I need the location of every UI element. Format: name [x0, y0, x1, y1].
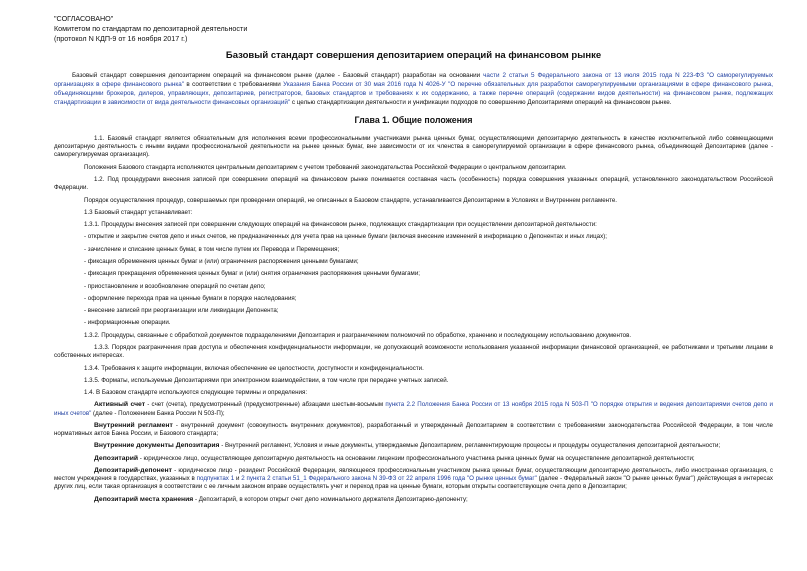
intro-text-2: в соответствии с требованиями	[183, 81, 284, 88]
definition-text: - счет (счета), предусмотренный (предусмотренные) абзацами шестым-восьмым	[145, 401, 386, 409]
clause-1-3-1: 1.3.1. Процедуры внесения записей при совершении следующих операций на финансовом рынке, подлежащих стандартизации при осуществлении депозитарной деятельности:	[84, 221, 597, 229]
definition-active-account	[54, 401, 773, 417]
term-internal-documents: Внутренние документы Депозитария	[94, 442, 220, 450]
chapter-content	[54, 135, 773, 504]
definition-custody-depository	[54, 496, 773, 504]
list-item: - открытие и закрытие счетов депо и иных счетов, не предназначенных для учета прав на ценные бумаги (включая внесение изменений в информацию о Депонентах и иных лицах);	[84, 233, 607, 241]
intro-text-1: Базовый стандарт совершения депозитарием операций на финансовом рынке (далее - Базовый стандарт) разработан на основании	[72, 72, 484, 79]
definition-text: - юридическое лицо, осуществляющее депозитарную деятельность на основании лицензии профессионального участника рынка ценных бумаг на осуществление депозитарной деятельности;	[138, 454, 695, 462]
approval-heading: "СОГЛАСОВАНО"	[54, 14, 114, 23]
definition-internal-regulation	[54, 422, 773, 438]
law-223-link[interactable]: части 2 статьи 5 Федерального закона от 13 июля 2015 года N 223-ФЗ "О саморегулируемых организациях в сфере финансового рынка"	[54, 72, 773, 88]
list-item: - приостановление и возобновление операций по счетам депо;	[84, 282, 266, 290]
definition-text: (далее - Федеральный закон "О рынке ценных бумаг") действующая в интересах других лиц, если такая организация в соответствии с ее личным законом вправе осуществлять учет и переход прав на ценные бумаги, которым открыты соответствующие счета депо в Депозитарии;	[54, 475, 773, 491]
list-item: - фиксация обременения ценных бумаг и (или) ограничения распоряжения ценными бумагами;	[84, 257, 359, 265]
clause-1-3-4: 1.3.4. Требования к защите информации, включая обеспечение ее целостности, доступности и конфиденциальности.	[84, 364, 424, 372]
clause-1-3-3: 1.3.3. Порядок разграничения прав доступа и обеспечения конфиденциальности информации, не допускающий возможности использования указанной информации финансовой организацией, ее работниками и третьими лицами в собственных интересах.	[54, 344, 773, 360]
definition-text: - Внутренний регламент, Условия и иные документы, утверждаемые Депозитарием, регламентирующие процессы и процедуры осуществления депозитарной деятельности;	[219, 442, 721, 450]
list-item: - оформление перехода прав на ценные бумаги в порядке наследования;	[84, 294, 297, 302]
approval-block	[54, 14, 773, 44]
intro-text-3: с целью стандартизации деятельности и унификации подходов по совершению Депозитариями операций на финансовом рынке.	[290, 99, 672, 106]
approval-committee: Комитетом по стандартам по депозитарной деятельности	[54, 24, 248, 33]
directive-4026-link[interactable]: Указания Банка России от 30 мая 2016 года N 4026-У "О перечне обязательных для разработки саморегулируемыми организациями в сфере финансового рынка, объединяющими брокеров, дилеров, управляющих, депозитариев, регистраторов, базовых стандартов и требованиях к их содержанию, а также перечне операций (содержании видов деятельности) на финансовом рынке, подлежащих стандартизации в зависимости от вида деятельности финансовых организаций"	[54, 81, 773, 106]
clause-1-4: 1.4. В Базовом стандарте используются следующие термины и определения:	[84, 389, 308, 397]
definition-text: и	[234, 475, 242, 483]
term-active-account: Активный счет	[94, 401, 146, 409]
document-title: Базовый стандарт совершения депозитарием операций на финансовом рынке	[225, 50, 602, 61]
term-depository-depositor: Депозитарий-депонент	[94, 467, 172, 475]
chapter-heading: Глава 1. Общие положения	[354, 115, 473, 125]
definition-text: - Депозитарий, в котором открыт счет депо номинального держателя Депозитарию-депоненту;	[193, 495, 468, 503]
list-item: - внесение записей при реорганизации или ликвидации Депонента;	[84, 307, 279, 315]
approval-protocol: (протокол N КДП-9 от 16 ноября 2017 г.)	[54, 34, 188, 43]
definition-text: (далее - Положением Банка России N 503-П);	[91, 409, 225, 417]
law-39fz-link[interactable]: 2 пункта 2 статьи 51_1 Федерального закона N 39-ФЗ от 22 апреля 1996 года "О рынке ценных бумаг"	[241, 475, 537, 483]
clause-1-1-note: Положения Базового стандарта исполняются центральным депозитарием с учетом требований законодательства Российской Федерации о центральном депозитарии.	[84, 163, 567, 171]
clause-1-1: 1.1. Базовый стандарт является обязательным для исполнения всеми профессиональными участниками рынка ценных бумаг, осуществляющими депозитарную деятельность в качестве исключительной либо совмещающими депозитарную деятельность с иными видами профессиональной деятельности на рынке ценных бумаг, вне зависимости от их членства в саморегулируемой организации в сфере финансового рынка, объединяющей Депозитариев (далее - саморегулируемая организация).	[54, 135, 773, 159]
term-depository: Депозитарий	[94, 454, 139, 462]
clause-1-2: 1.2. Под процедурами внесения записей при совершении операций на финансовом рынке понимается составная часть (особенность) порядка совершения указанных операций, установленного законодательством Российской Федерации.	[54, 176, 773, 192]
definition-text: - внутренний документ (совокупность внутренних документов), разработанный и утвержденный Депозитарием в соответствии с требованиями законодательства Российской Федерации, в том числе нормативных актов Банка России, и Базового стандарта;	[54, 421, 773, 438]
term-internal-regulation: Внутренний регламент	[94, 421, 173, 429]
list-item: - фиксация прекращения обременения ценных бумаг и (или) снятия ограничения распоряжения ценными бумагами;	[84, 270, 420, 278]
intro-paragraph	[54, 71, 773, 107]
definition-depository-depositor	[54, 467, 773, 492]
clause-1-3-5: 1.3.5. Форматы, используемые Депозитариями при электронном взаимодействии, в том числе при передаче учетных записей.	[84, 376, 449, 384]
regulation-503p-link[interactable]: пункта 2.2 Положения Банка России от 13 ноября 2015 года N 503-П "О порядке открытия и ведения депозитариями счетов депо и иных счетов"	[54, 401, 773, 417]
subparagraphs-link[interactable]: подпунктах 1	[196, 475, 235, 483]
definition-depository	[54, 455, 773, 463]
definition-text: - юридическое лицо - резидент Российской Федерации, являющееся профессиональным участником рынка ценных бумаг, осуществляющим депозитарную деятельность, либо иностранная организация, с местом учреждения в государствах, указанных в	[54, 467, 773, 483]
list-item: - информационные операции.	[84, 319, 171, 327]
list-item: - зачисление и списание ценных бумаг, в том числе путем их Перевода и Перемещения;	[84, 245, 340, 253]
clause-1-3-2: 1.3.2. Процедуры, связанные с обработкой документов подразделениями Депозитария и разграничением полномочий по обработке, хранению и последующему использованию документов.	[84, 331, 632, 339]
term-custody-depository: Депозитарий места хранения	[94, 495, 194, 503]
clause-1-3: 1.3 Базовый стандарт устанавливает:	[84, 208, 193, 216]
clause-1-2-note: Порядок осуществления процедур, совершаемых при проведении операций, не описанных в Базовом стандарте, устанавливается Депозитарием в Условиях и Внутреннем регламенте.	[84, 196, 618, 204]
definition-internal-documents	[54, 442, 773, 450]
